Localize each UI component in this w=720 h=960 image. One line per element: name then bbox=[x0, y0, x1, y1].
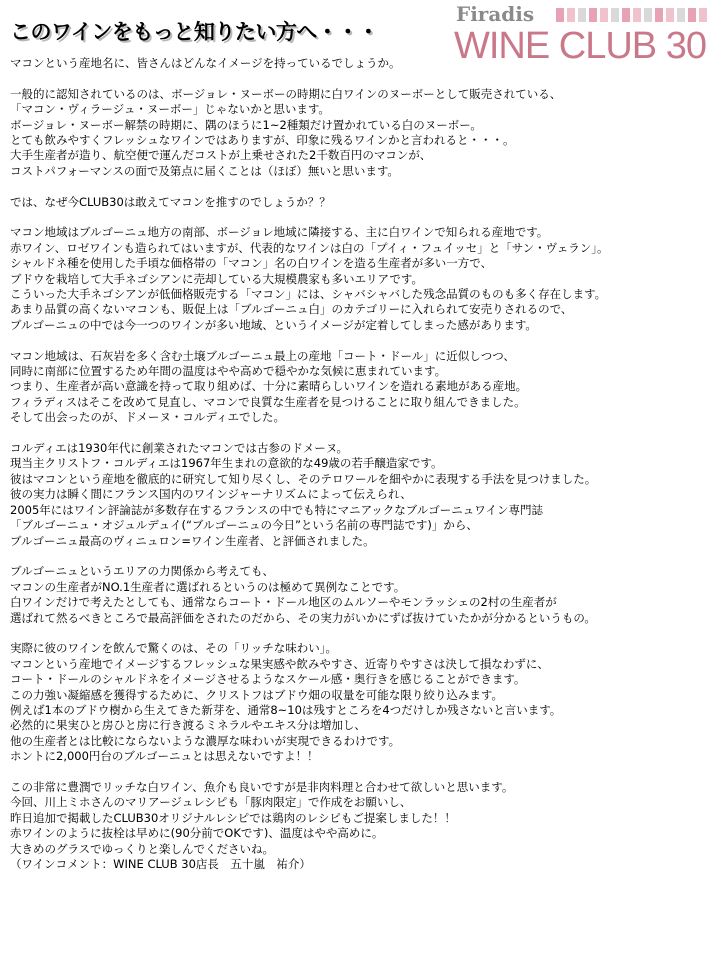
article-body bbox=[10, 56, 716, 888]
logo-bar bbox=[666, 8, 674, 22]
text-line: シャルドネ種を使用した手頃な価格帯の「マコン」名の白ワインを造る生産者が多い一方で、 bbox=[10, 256, 493, 271]
logo-bar bbox=[655, 8, 663, 22]
logo-name: WINE CLUB 30 bbox=[454, 25, 706, 67]
text-line: 大きめのグラスでゆっくりと楽しんでくださいね。 bbox=[10, 841, 275, 856]
text-line: 例えば1本のブドウ樹から生えてきた新芽を、通常8~10は残すところを4つだけしか残さないと言います。 bbox=[10, 702, 562, 717]
text-line: ホントに2,000円台のブルゴーニュとは思えないですよ！！ bbox=[10, 749, 319, 764]
paragraph bbox=[10, 349, 716, 426]
text-line: とても飲みやすくフレッシュなワインではありますが、印象に残るワインかと言われると・・・。 bbox=[10, 133, 515, 148]
text-line: 選ばれて然るべきところで最高評価をされたのだから、その実力がいかにずば抜けていたかが分かるというもの。 bbox=[10, 610, 596, 625]
text-line: 今回、川上ミホさんのマリアージュレシピも「豚肉限定」で作成をお願いし、 bbox=[10, 795, 412, 810]
paragraph bbox=[10, 564, 716, 626]
text-line: つまり、生産者が高い意識を持って取り組めば、十分に素晴らしいワインを造れる素地がある産地。 bbox=[10, 379, 528, 394]
text-line: マコンという産地でイメージするフレッシュな果実感や飲みやすさ、近寄りやすさは決して損なわずに、 bbox=[10, 656, 549, 671]
text-line: コート・ドールのシャルドネをイメージさせるようなスケール感・奥行きを感じることができます。 bbox=[10, 672, 526, 687]
text-line: 赤ワインのように抜栓は早めに(90分前でOKです)、温度はやや高めに。 bbox=[10, 826, 384, 841]
logo-bar bbox=[644, 8, 652, 22]
text-line: コストパフォーマンスの面で及第点に届くことは（ほぼ）無いと思います。 bbox=[10, 163, 399, 178]
text-line: 実際に彼のワインを飲んで驚くのは、その「リッチな味わい」。 bbox=[10, 641, 337, 656]
logo-bar bbox=[622, 8, 630, 22]
text-line: ブルゴーニュというエリアの力関係から考えても、 bbox=[10, 564, 275, 579]
paragraph bbox=[10, 441, 716, 549]
logo-bar bbox=[699, 8, 707, 22]
text-line: では、なぜ今CLUB30は敢えてマコンを推すのでしょうか？？ bbox=[10, 194, 331, 209]
text-line: 現当主クリストフ・コルディエは1967年生まれの意欲的な49歳の若手醸造家です。 bbox=[10, 456, 443, 471]
text-line: 一般的に認知されているのは、ボージョレ・ヌーボーの時期に白ワインのヌーボーとして販売されている、 bbox=[10, 86, 562, 101]
text-line: 他の生産者とは比較にならないような濃厚な味わいが実現できるわけです。 bbox=[10, 733, 401, 748]
text-line: こういった大手ネゴシアンが低価格販売する「マコン」には、シャバシャバした残念品質のものも多く存在します。 bbox=[10, 287, 607, 302]
text-line: ブルゴーニュ最高のヴィニュロン=ワイン生産者、と評価されました。 bbox=[10, 533, 375, 548]
text-line: 「ブルゴーニュ・オジュルデュイ(“ブルゴーニュの今日”という名前の専門誌です)」から、 bbox=[10, 518, 478, 533]
text-line: 必然的に果実ひと房ひと房に行き渡るミネラルやエキス分は増加し、 bbox=[10, 718, 366, 733]
paragraph bbox=[10, 225, 716, 333]
logo-bar bbox=[556, 8, 564, 22]
logo-bar bbox=[589, 8, 597, 22]
text-line: 赤ワイン、ロゼワインも造られてはいますが、代表的なワインは白の「プイィ・フュイッセ」と「サン・ヴェラン」。 bbox=[10, 240, 609, 255]
logo-bar bbox=[567, 8, 575, 22]
text-line: 昨日追加で掲載したCLUB30オリジナルレシピでは鶏肉のレシピもご提案しました！！ bbox=[10, 810, 456, 825]
logo-bar bbox=[688, 8, 696, 22]
text-line: フィラディスはそこを改めて見直し、マコンで良質な生産者を見つけることに取り組んできました。 bbox=[10, 394, 526, 409]
text-line: マコン地域は、石灰岩を多く含む土壌ブルゴーニュ最上の産地「コート・ドール」に近似しつつ、 bbox=[10, 348, 515, 363]
logo-bar bbox=[600, 8, 608, 22]
text-line: ブドウを栽培して大手ネゴシアンに売却している大規模農家も多いエリアです。 bbox=[10, 271, 423, 286]
logo-brand: Firadis bbox=[456, 2, 535, 26]
text-line: 彼の実力は瞬く間にフランス国内のワインジャーナリズムによって伝えられ、 bbox=[10, 487, 412, 502]
text-line: 大手生産者が造り、航空便で運んだコストが上乗せされた2千数百円のマコンが、 bbox=[10, 148, 432, 163]
paragraph bbox=[10, 56, 716, 71]
logo-bar bbox=[633, 8, 641, 22]
text-line: （ワインコメント：WINE CLUB 30店長 五十嵐 祐介） bbox=[10, 857, 311, 871]
logo-bar bbox=[677, 8, 685, 22]
paragraph bbox=[10, 780, 716, 872]
text-line: あまり品質の高くないマコンも、販促上は「ブルゴーニュ白」のカテゴリーに入れられて安売りされるので、 bbox=[10, 302, 573, 317]
paragraph bbox=[10, 641, 716, 764]
text-line: そして出会ったのが、ドメーヌ・コルディエでした。 bbox=[10, 410, 285, 425]
text-line: ブルゴーニュの中では今一つのワインが多い地域、というイメージが定着してしまった感があります。 bbox=[10, 317, 537, 332]
logo-bottle-bars bbox=[556, 8, 716, 22]
page-title: このワインをもっと知りたい方へ・・・ bbox=[10, 20, 379, 44]
text-line: この力強い凝縮感を獲得するために、クリストフはブドウ畑の収量を可能な限り絞り込みます。 bbox=[10, 687, 503, 702]
paragraph bbox=[10, 195, 716, 210]
text-line: 彼はマコンという産地を徹底的に研究して知り尽くし、そのテロワールを細やかに表現する手法を見つけました。 bbox=[10, 471, 597, 486]
logo-bar bbox=[578, 8, 586, 22]
text-line: 白ワインだけで考えたとしても、通常ならコート・ドール地区のムルソーやモンラッシェの2村の生産者が bbox=[10, 595, 557, 610]
text-line: この非常に豊潤でリッチな白ワイン、魚介も良いですが是非肉料理と合わせて欲しいと思います。 bbox=[10, 779, 514, 794]
logo-bar bbox=[611, 8, 619, 22]
text-line: 「マコン・ヴィラージュ・ヌーボー」じゃないかと思います。 bbox=[10, 102, 330, 117]
text-line: マコンの生産者がNO.1生産者に選ばれるというのは極めて異例なことです。 bbox=[10, 579, 406, 594]
text-line: マコンという産地名に、皆さんはどんなイメージを持っているでしょうか。 bbox=[10, 56, 401, 70]
text-line: 同時に南部に位置するため年間の温度はやや高めで穏やかな気候に恵まれています。 bbox=[10, 364, 447, 379]
text-line: マコン地域はブルゴーニュ地方の南部、ボージョレ地域に隣接する、主に白ワインで知られる産地です。 bbox=[10, 225, 549, 240]
text-line: 2005年にはワイン評論誌が多数存在するフランスの中でも特にマニアックなブルゴーニュワイン専門誌 bbox=[10, 502, 543, 517]
paragraph bbox=[10, 87, 716, 179]
text-line: ボージョレ・ヌーボー解禁の時期に、隅のほうに1~2種類だけ置かれている白のヌーボー。 bbox=[10, 117, 482, 132]
text-line: コルディエは1930年代に創業されたマコンでは古参のドメーヌ。 bbox=[10, 441, 349, 456]
